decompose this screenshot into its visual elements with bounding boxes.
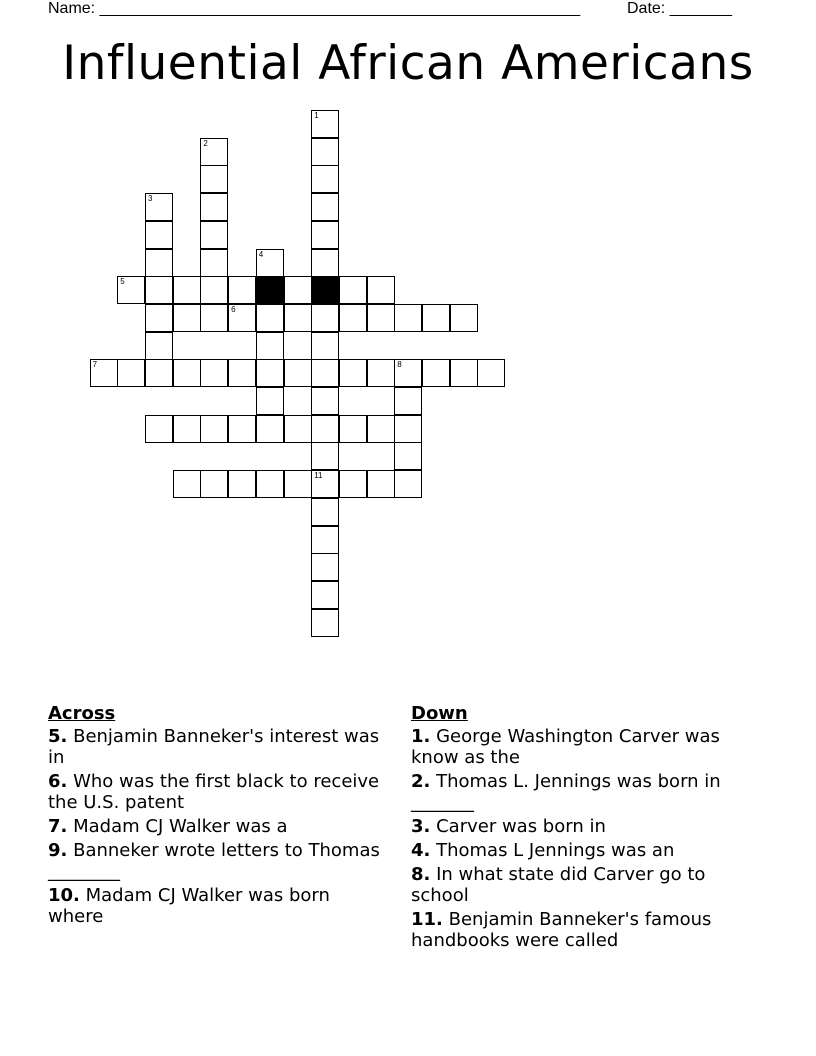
grid-cell[interactable] bbox=[311, 110, 339, 138]
clue-number: 5. bbox=[48, 726, 68, 747]
cell-number: 5 bbox=[120, 277, 125, 287]
page-title: Influential African Americans bbox=[62, 36, 754, 91]
clue-number: 8. bbox=[411, 864, 431, 885]
grid-cell[interactable] bbox=[339, 415, 367, 443]
across-clue bbox=[48, 885, 383, 927]
grid-cell[interactable] bbox=[256, 415, 284, 443]
grid-cell[interactable] bbox=[145, 276, 173, 304]
cell-number: 2 bbox=[203, 138, 208, 148]
blocked-cell bbox=[256, 276, 284, 304]
grid-cell[interactable] bbox=[339, 304, 367, 332]
clue-number: 3. bbox=[411, 816, 431, 837]
clue-text: Madam CJ Walker was a bbox=[67, 816, 288, 837]
across-clue bbox=[48, 771, 383, 813]
grid-cell[interactable] bbox=[90, 359, 118, 387]
grid-cell[interactable] bbox=[367, 359, 395, 387]
grid-cell[interactable] bbox=[145, 415, 173, 443]
grid-cell[interactable] bbox=[311, 359, 339, 387]
grid-cell[interactable] bbox=[311, 526, 339, 554]
across-clue bbox=[48, 726, 383, 768]
clue-number: 1. bbox=[411, 726, 431, 747]
cell-number: 8 bbox=[397, 360, 402, 370]
clue-text: George Washington Carver was know as the bbox=[411, 726, 720, 768]
grid-cell[interactable] bbox=[311, 581, 339, 609]
grid-cell[interactable] bbox=[173, 415, 201, 443]
down-clue bbox=[411, 864, 761, 906]
clue-number: 10. bbox=[48, 885, 80, 906]
grid-cell[interactable] bbox=[200, 165, 228, 193]
grid-cell[interactable] bbox=[256, 359, 284, 387]
grid-cell[interactable] bbox=[311, 498, 339, 526]
grid-cell[interactable] bbox=[339, 359, 367, 387]
clue-number: 9. bbox=[48, 840, 68, 861]
grid-cell[interactable] bbox=[173, 276, 201, 304]
grid-cell[interactable] bbox=[367, 276, 395, 304]
grid-cell[interactable] bbox=[256, 304, 284, 332]
grid-cell[interactable] bbox=[367, 470, 395, 498]
clue-text: Carver was born in bbox=[430, 816, 606, 837]
grid-cell[interactable] bbox=[450, 359, 478, 387]
grid-cell[interactable] bbox=[173, 359, 201, 387]
grid-cell[interactable] bbox=[311, 193, 339, 221]
grid-cell[interactable] bbox=[256, 387, 284, 415]
grid-cell[interactable] bbox=[200, 249, 228, 277]
grid-cell[interactable] bbox=[339, 470, 367, 498]
grid-cell[interactable] bbox=[311, 415, 339, 443]
grid-cell[interactable] bbox=[145, 221, 173, 249]
grid-cell[interactable] bbox=[311, 442, 339, 470]
grid-cell[interactable] bbox=[394, 415, 422, 443]
grid-cell[interactable] bbox=[145, 193, 173, 221]
grid-cell[interactable] bbox=[284, 304, 312, 332]
grid-cell[interactable] bbox=[200, 415, 228, 443]
grid-cell[interactable] bbox=[228, 359, 256, 387]
grid-cell[interactable] bbox=[256, 249, 284, 277]
grid-cell[interactable] bbox=[394, 470, 422, 498]
grid-cell[interactable] bbox=[311, 609, 339, 637]
grid-cell[interactable] bbox=[339, 276, 367, 304]
clue-text: Benjamin Banneker's interest was in bbox=[48, 726, 380, 768]
date-field[interactable]: Date: _______ bbox=[627, 0, 732, 17]
grid-cell[interactable] bbox=[200, 193, 228, 221]
grid-cell[interactable] bbox=[311, 249, 339, 277]
blocked-cell bbox=[311, 276, 339, 304]
clue-text: In what state did Carver go to school bbox=[411, 864, 706, 906]
grid-cell[interactable] bbox=[200, 304, 228, 332]
cell-number: 7 bbox=[92, 360, 98, 370]
grid-cell[interactable] bbox=[422, 359, 450, 387]
grid-cell[interactable] bbox=[311, 165, 339, 193]
grid-cell[interactable] bbox=[394, 304, 422, 332]
cell-number: 3 bbox=[148, 194, 153, 204]
down-clue bbox=[411, 726, 761, 768]
grid-cell[interactable] bbox=[394, 442, 422, 470]
grid-cell[interactable] bbox=[311, 332, 339, 360]
down-clue bbox=[411, 909, 761, 951]
clue-text: Benjamin Banneker's famous handbooks were called bbox=[411, 909, 712, 951]
down-heading: Down bbox=[411, 703, 468, 724]
across-clue bbox=[48, 816, 383, 837]
down-clues bbox=[411, 703, 761, 954]
grid-cell[interactable] bbox=[284, 470, 312, 498]
grid-cell[interactable] bbox=[311, 387, 339, 415]
cell-number: 11 bbox=[314, 471, 323, 481]
cell-number: 6 bbox=[231, 304, 236, 314]
clue-text: Banneker wrote letters to Thomas ________ bbox=[48, 840, 380, 882]
grid-cell[interactable] bbox=[200, 138, 228, 166]
name-field[interactable]: Name: ______________________________________________________ bbox=[48, 0, 581, 17]
across-clues bbox=[48, 703, 383, 930]
clue-number: 7. bbox=[48, 816, 68, 837]
across-clue bbox=[48, 840, 383, 882]
grid-cell[interactable] bbox=[200, 359, 228, 387]
down-clue bbox=[411, 840, 761, 861]
grid-cell[interactable] bbox=[284, 359, 312, 387]
grid-cell[interactable] bbox=[145, 249, 173, 277]
down-clue bbox=[411, 816, 761, 837]
grid-cell[interactable] bbox=[394, 359, 422, 387]
grid-cell[interactable] bbox=[477, 359, 505, 387]
clue-number: 2. bbox=[411, 771, 431, 792]
grid-cell[interactable] bbox=[256, 470, 284, 498]
grid-cell[interactable] bbox=[422, 304, 450, 332]
clue-number: 4. bbox=[411, 840, 431, 861]
clue-text: Madam CJ Walker was born where bbox=[48, 885, 330, 927]
grid-cell[interactable] bbox=[311, 221, 339, 249]
grid-cell[interactable] bbox=[145, 304, 173, 332]
clue-text: Who was the first black to receive the U.S. patent bbox=[48, 771, 380, 813]
grid-cell[interactable] bbox=[228, 470, 256, 498]
clue-text: Thomas L. Jennings was born in _______ bbox=[411, 771, 721, 813]
grid-cell[interactable] bbox=[450, 304, 478, 332]
grid-cell[interactable] bbox=[284, 415, 312, 443]
grid-cell[interactable] bbox=[311, 553, 339, 581]
down-clue bbox=[411, 771, 761, 813]
grid-cell[interactable] bbox=[173, 470, 201, 498]
grid-cell[interactable] bbox=[311, 138, 339, 166]
grid-cell[interactable] bbox=[311, 304, 339, 332]
cell-number: 1 bbox=[314, 111, 319, 120]
grid-cell[interactable] bbox=[145, 332, 173, 360]
grid-cell[interactable] bbox=[228, 415, 256, 443]
grid-cell[interactable] bbox=[200, 276, 228, 304]
grid-cell[interactable] bbox=[284, 276, 312, 304]
grid-cell[interactable] bbox=[367, 415, 395, 443]
cell-number: 4 bbox=[258, 249, 264, 259]
grid-cell[interactable] bbox=[256, 332, 284, 360]
grid-cell[interactable] bbox=[228, 276, 256, 304]
across-heading: Across bbox=[48, 703, 116, 724]
grid-cell[interactable] bbox=[200, 470, 228, 498]
grid-cell[interactable] bbox=[117, 276, 145, 304]
clue-number: 11. bbox=[411, 909, 443, 930]
grid-cell[interactable] bbox=[394, 387, 422, 415]
clue-text: Thomas L Jennings was an bbox=[430, 840, 675, 861]
grid-cell[interactable] bbox=[200, 221, 228, 249]
grid-cell[interactable] bbox=[173, 304, 201, 332]
grid-cell[interactable] bbox=[367, 304, 395, 332]
clue-number: 6. bbox=[48, 771, 68, 792]
grid-cell[interactable] bbox=[145, 359, 173, 387]
grid-cell[interactable] bbox=[117, 359, 145, 387]
grid-cell[interactable] bbox=[228, 304, 256, 332]
grid-cell[interactable] bbox=[311, 470, 339, 498]
